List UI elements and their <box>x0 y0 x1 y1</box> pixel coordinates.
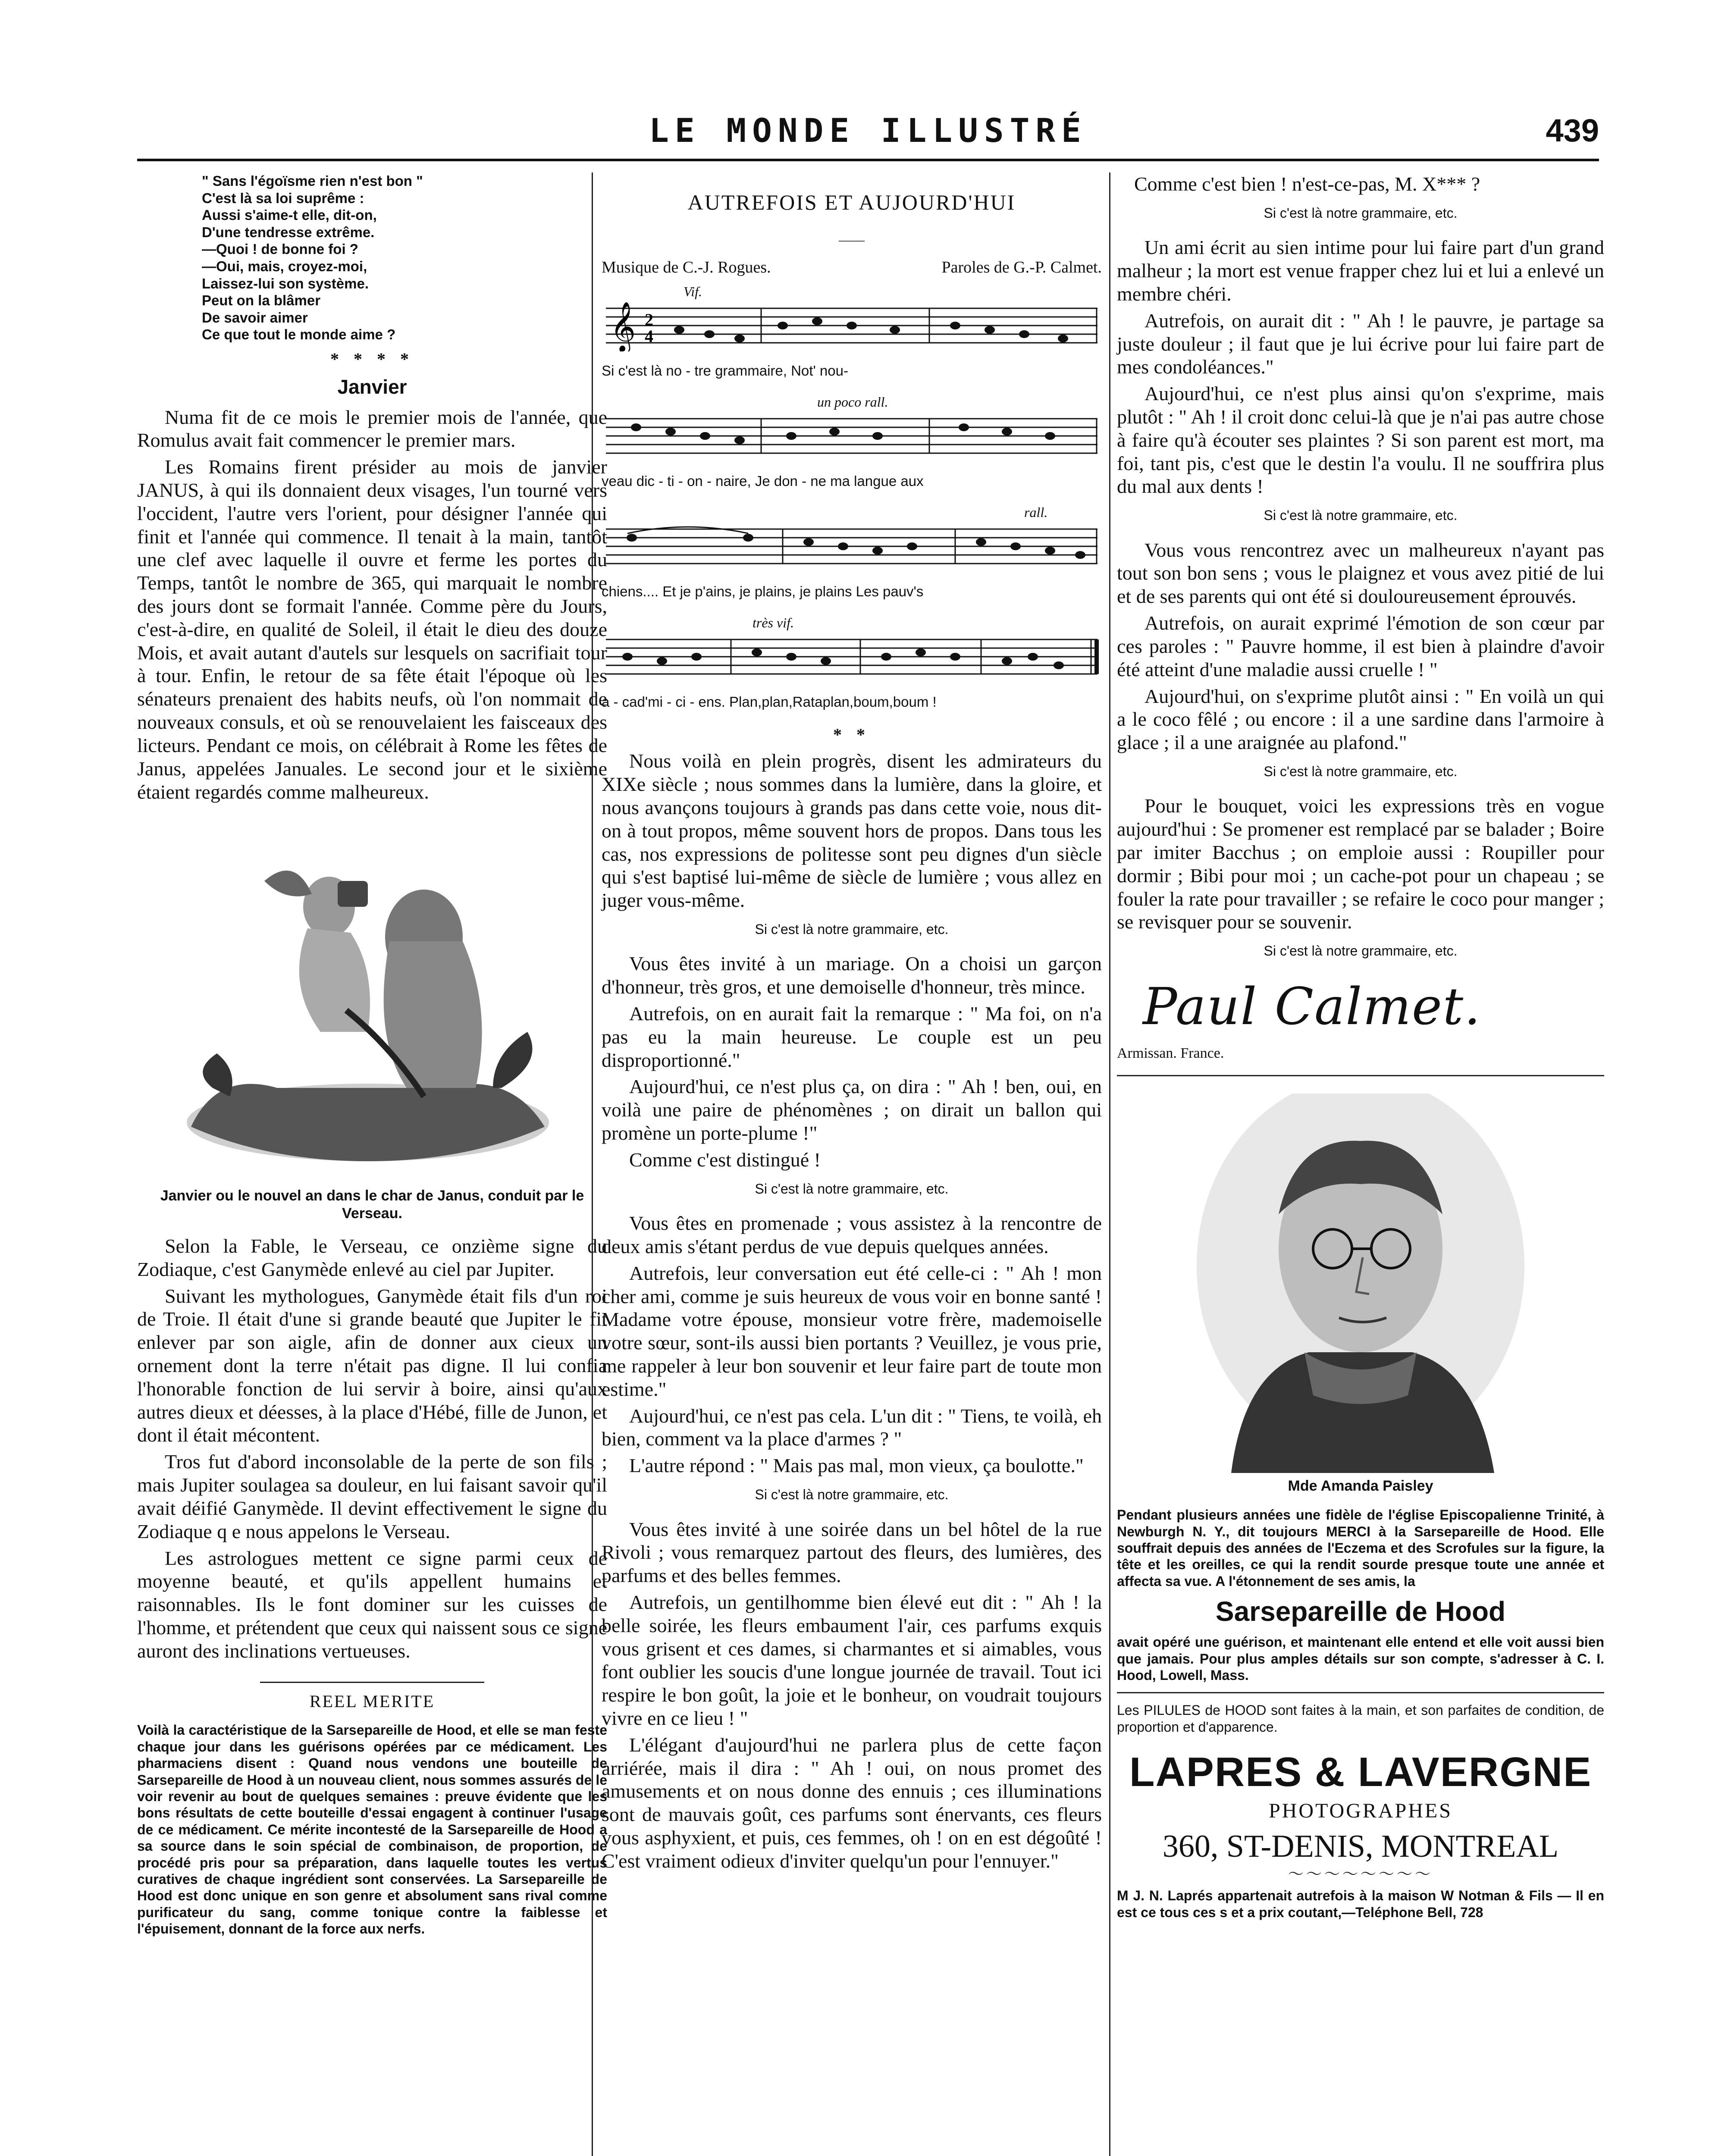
poem-line: —Oui, mais, croyez-moi, <box>202 258 367 274</box>
refrain: Si c'est là notre grammaire, etc. <box>1264 763 1458 779</box>
promenade-paragraph: L'autre répond : " Mais pas mal, mon vieux, ça boulotte." <box>629 1454 1084 1477</box>
music-staff <box>602 631 1102 683</box>
soiree-paragraph: L'élégant d'aujourd'hui ne parlera plus de cette façon arriérée, mais il dira : " Ah ! oui, on nous promet des amusements et on nous donne des ennuis ; ces illuminations sont de mauvais goût, ces parfums sont énervants, ces fleurs vous asphyxient, et puis, ces femmes, oh ! on en est dégoûté ! C'est vraiment odieux d'inviter quelqu'un pour l'ennuyer." <box>602 1733 1102 1872</box>
divider <box>1117 1692 1604 1693</box>
song-title: AUTREFOIS ET AUJOURD'HUI <box>687 190 1016 214</box>
fable-paragraph: Tros fut d'abord inconsolable de la perte de son fils ; mais Jupiter soulagea sa douleur, en lui faisant savoir qu'il avait déifié Ganymède. Il devint effectivement le signe du Zodiaque q e nous appelons le Verseau. <box>137 1451 607 1542</box>
ad-address: 360, ST-DENIS, MONTREAL <box>1162 1828 1559 1864</box>
lyrics-credit: Paroles de G.-P. Calmet. <box>941 258 1102 276</box>
signature-text: Paul Calmet. <box>1143 976 1481 1036</box>
refrain: Si c'est là notre grammaire, etc. <box>755 921 949 937</box>
song-credits <box>602 258 1102 277</box>
refrain: Si c'est là notre grammaire, etc. <box>1264 943 1458 959</box>
author-signature <box>1143 977 1604 1036</box>
soiree-paragraph: Vous êtes invité à une soirée dans un bel hôtel de la rue Rivoli ; vous remarquez partout des fleurs, des lumières, des parfums et des belles femmes. <box>602 1518 1102 1587</box>
section-stars: * * * * <box>330 349 414 369</box>
reel-merite-text: Voilà la caractéristique de la Sarsepareille de Hood, et elle se man feste chaque jour dans les guérisons opérées par ce médicament. Les pharmaciens disent : Quand nous vendons une bouteille de Sarsepareille de Hood à un nouveau client, nous sommes assurés de le voir revenir au bout de quelques semaines : preuve évidente que les bons résultats de cette bouteille d'essai engagent à continuer l'usage de ce médicament. Ce mérite incontesté de la Sarsepareille de Hood a sa source dans le soin spécial de combinaison, de proportion, de procédé pris pour sa préparation, dans laquelle toutes les vertus curatives de chaque ingrédient sont conservées. La Sarsepareille de Hood est donc unique en son genre et absolument sans rival comme purificateur du sang, comme tonique contre la faiblesse et l'épuisement, donnant de la force aux nerfs. <box>137 1722 607 1937</box>
top-line: Comme c'est bien ! n'est-ce-pas, M. X*** ? <box>1134 173 1480 195</box>
malheureux-paragraph: Aujourd'hui, on s'exprime plutôt ainsi : " En voilà un qui a le coco fêlé ; ou encore : il a une sardine dans l'armoire à glace ; il a une araignée au plafond." <box>1117 685 1604 754</box>
bouquet-paragraph: Pour le bouquet, voici les expressions très en vogue aujourd'hui : Se promener est remplacé par se balader ; Boire par imiter Bacchus ; on emploie aussi : Roupiller pour dormir ; Bibi pour moi ; un cache-pot pour un chapeau ; se fouler la rate pour travailler ; se refaire le coco pour manger ; se revisquer pour se souvenir. <box>1117 795 1604 933</box>
janvier-paragraph: Numa fit de ce mois le premier mois de l'année, que Romulus avait fait commencer le premier mars. <box>137 406 607 451</box>
hood-testimonial-end: avait opéré une guérison, et maintenant elle entend et elle voit aussi bien que jamais. Pour plus amples détails sur son compte, s'adresser à C. I. Hood, Lowell, Mass. <box>1117 1634 1604 1683</box>
malheur-paragraph: Autrefois, on aurait dit : " Ah ! le pauvre, je partage sa juste douleur ; il faut que je lui écrive pour lui faire part de mes condoléances." <box>1117 309 1604 378</box>
fable-paragraph: Selon la Fable, le Verseau, ce onzième signe du Zodiaque, c'est Ganymède enlevé au ciel par Jupiter. <box>137 1235 607 1280</box>
fable-paragraph: Suivant les mythologues, Ganymède était fils d'un roi de Troie. Il était d'une si grande beauté que Jupiter le fit enlever par son aigle, afin de donner aux cieux un ornement dont la terre n'était pas digne. Il lui confia l'honorable fonction de lui servir à boire, ainsi qu'aux autres dieux et déesses, à la place d'Hébé, fille de Junon, et dont il était mécontent. <box>137 1285 607 1446</box>
poem <box>202 172 607 343</box>
malheur-paragraph: Un ami écrit au sien intime pour lui faire part d'un grand malheur ; la mort est venue frapper chez lui et lui a enlevé un membre chéri. <box>1117 236 1604 305</box>
promenade-paragraph: Aujourd'hui, ce n'est pas cela. L'un dit : " Tiens, te voilà, eh bien, comment va la place d'armes ? " <box>602 1404 1102 1450</box>
asterism: * * <box>833 725 870 745</box>
poem-line: Peut on la blâmer <box>202 292 321 309</box>
promenade-paragraph: Autrefois, leur conversation eut été celle-ci : " Ah ! mon cher ami, comme je suis heureux de vous voir en bonne santé ! Madame votre épouse, monsieur votre frère, mademoiselle votre sœur, sont-ils aussi bien portants ? Veuillez, je vous prie, me rappeler à leur bon souvenir et leur faire part de toute mon estime." <box>602 1262 1102 1400</box>
janvier-paragraph: Les Romains firent présider au mois de janvier JANUS, à qui ils donnaient deux visages, l'un tourné vers l'occident, l'autre vers l'orient, pour désigner l'année qui finit et l'année qui commence. Il tenait à la main, tantôt une clef avec laquelle il ouvre et ferme les portes du Temps, tantôt le nombre de 365, qui marquait le nombre des jours dont se formait l'année. Comme père du Jours, c'est-à-dire, en qualité de Soleil, il était le dieu des douze Mois, et avait autant d'autels sur lesquels on sacrifiait tour à tour. Enfin, le retour de sa fête était l'époque où les sénateurs prenaient des habits neufs, où l'on nommait de nouveaux consuls, et où se renouvelaient les faisceaux des licteurs. Pendant ce mois, on célébrait à Rome les fêtes de Janus, appelées Januales. Le second jour et le sixième étaient regardés comme malheureux. <box>137 456 607 803</box>
hood-testimonial: Pendant plusieurs années une fidèle de l'église Episcopalienne Trinité, à Newburgh N. Y., dit toujours MERCI à la Sarsepareille de Hood. Elle souffrait depuis des années de l'Eczema et des Scrofules sur la figure, la tête et les oreilles, ce qui la rendit sourde presque toute une année et affecta sa vue. A l'étonnement de ses amis, la <box>1117 1507 1604 1589</box>
mariage-paragraph: Aujourd'hui, ce n'est plus ça, on dira : " Ah ! ben, oui, en voilà une paire de phénomènes ; on dirait un ballon qui promène un porte-plume !" <box>602 1075 1102 1144</box>
lyric-line: chiens.... Et je p'ains, je plains, je plains Les pauv's <box>602 583 924 600</box>
music-staff <box>602 300 1102 351</box>
engraving-caption: Janvier ou le nouvel an dans le char de Janus, conduit par le Verseau. <box>160 1188 584 1222</box>
music-staff <box>602 520 1102 572</box>
page-number: 439 <box>1546 113 1599 148</box>
fable-paragraph: Les astrologues mettent ce signe parmi ceux de moyenne beauté, et qu'ils appellent humains et raisonnables. Ils le font dominer sur les cuisses de l'homme, et prétendent que ceux qui naissent sous ce signe auront des inclinations vertueuses. <box>137 1547 607 1662</box>
soiree-paragraph: Autrefois, un gentilhomme bien élevé eut dit : " Ah ! la belle soirée, les fleurs embaument l'air, ces parfums exquis vous grisent et ces dames, si charmantes et si aimables, vous font oublier les soucis d'une longue journée de travail. Tout ici respire le bon goût, la joie et le bonheur, on voudrait toujours vivre en ce lieu ! " <box>602 1591 1102 1730</box>
poem-line: Ce que tout le monde aime ? <box>202 326 396 343</box>
refrain: Si c'est là notre grammaire, etc. <box>755 1181 949 1197</box>
divider <box>260 1682 484 1683</box>
poem-line: C'est là sa loi suprême : <box>202 190 364 206</box>
column-2 <box>602 172 1102 1876</box>
malheureux-paragraph: Autrefois, on aurait exprimé l'émotion de son cœur par ces paroles : " Pauvre homme, il est bien à plaindre d'avoir été atteint d'une maladie aussi cruelle ! " <box>1117 612 1604 680</box>
ad-ornament: 〜〜〜〜〜〜〜〜 <box>1288 1865 1433 1883</box>
refrain: Si c'est là notre grammaire, etc. <box>1264 508 1458 523</box>
tempo-marking: rall. <box>1024 504 1048 520</box>
tempo-marking: Vif. <box>684 284 702 300</box>
music-credit: Musique de C.-J. Rogues. <box>602 258 771 276</box>
poem-line: Aussi s'aime-t elle, dit-on, <box>202 207 377 223</box>
column-rule-2 <box>1109 172 1110 2156</box>
intro-paragraph: Nous voilà en plein progrès, disent les admirateurs du XIXe siècle ; nous sommes dans la lumière, dans la gloire, et nous avançons toujours à grands pas dans cette voie, nous dit-on à tout propos, même souvent hors de propos. Dans tous les cas, nos expressions de politesse sont peu dignes d'un siècle qui s'est baptisé lui-même de siècle de lumière ; vous allez en juger vous-même. <box>602 750 1102 912</box>
poem-line: De savoir aimer <box>202 309 308 326</box>
divider <box>1117 1075 1604 1076</box>
column-3 <box>1117 172 1604 1921</box>
journal-title: LE MONDE ILLUSTRÉ <box>649 111 1087 150</box>
lyric-line: Si c'est là no - tre grammaire, Not' nou- <box>602 363 848 379</box>
mariage-paragraph: Comme c'est distingué ! <box>629 1148 821 1171</box>
ad-footer: M J. N. Laprés appartenait autrefois à la maison W Notman & Fils — Il en est ce tous ces s et a prix coutant,—Teléphone Bell, 728 <box>1117 1888 1604 1920</box>
svg-text:2: 2 <box>645 310 653 330</box>
janvier-heading: Janvier <box>337 375 407 398</box>
poem-line: D'une tendresse extrême. <box>202 224 375 240</box>
svg-text:4: 4 <box>645 326 653 346</box>
author-location: Armissan. France. <box>1117 1045 1224 1061</box>
music-staff <box>602 410 1102 462</box>
page-header <box>137 111 1599 161</box>
lapres-lavergne-title: LAPRES & LAVERGNE <box>1129 1749 1592 1796</box>
title-dash: —— <box>839 232 865 247</box>
portrait-engraving <box>1166 1094 1555 1473</box>
portrait-caption: Mde Amanda Paisley <box>1288 1477 1433 1494</box>
janus-engraving <box>165 829 579 1183</box>
tempo-marking: un poco rall. <box>817 394 888 410</box>
hood-pills: Les PILULES de HOOD sont faites à la main, et son parfaites de condition, de proportion et d'apparence. <box>1117 1702 1604 1735</box>
poem-line: Laissez-lui son système. <box>202 275 369 291</box>
poem-line: " Sans l'égoïsme rien n'est bon " <box>202 173 423 189</box>
refrain: Si c'est là notre grammaire, etc. <box>1264 205 1458 221</box>
column-1 <box>137 172 607 1937</box>
lyric-line: veau dic - ti - on - naire, Je don - ne ma langue aux <box>602 473 924 489</box>
promenade-paragraph: Vous êtes en promenade ; vous assistez à la rencontre de deux amis s'étant perdus de vue depuis quelques années. <box>602 1212 1102 1257</box>
refrain: Si c'est là notre grammaire, etc. <box>755 1487 949 1503</box>
malheur-paragraph: Aujourd'hui, ce n'est plus ainsi qu'on s'exprime, mais plutôt : " Ah ! il croit donc celui-là que je n'ai pas autre chose à faire qu'à écouter ses plaintes ? Si son parent est mort, ma foi, tant pis, c'est que le destin l'a voulu. Il ne souffrira plus du mal aux dents ! <box>1117 382 1604 498</box>
mariage-paragraph: Autrefois, on en aurait fait la remarque : " Ma foi, on n'a pas eu la main heureuse. Le couple est un peu disproportionné." <box>602 1003 1102 1071</box>
poem-line: —Quoi ! de bonne foi ? <box>202 241 358 257</box>
lyric-line: a - cad'mi - ci - ens. Plan,plan,Rataplan,boum,boum ! <box>602 693 937 710</box>
hood-brand: Sarsepareille de Hood <box>1215 1596 1506 1627</box>
tempo-marking: très vif. <box>753 614 794 630</box>
ad-subtitle: PHOTOGRAPHES <box>1269 1799 1452 1823</box>
svg-text:𝄞: 𝄞 <box>610 301 636 352</box>
reel-merite-heading: REEL MERITE <box>309 1691 435 1711</box>
malheureux-paragraph: Vous vous rencontrez avec un malheureux n'ayant pas tout son bon sens ; vous le plaignez et vous avez pitié de lui et de ses parents qui ont été si douloureusement éprouvés. <box>1117 539 1604 608</box>
mariage-paragraph: Vous êtes invité à un mariage. On a choisi un garçon d'honneur, très gros, et une demoiselle d'honneur, très mince. <box>602 953 1102 998</box>
